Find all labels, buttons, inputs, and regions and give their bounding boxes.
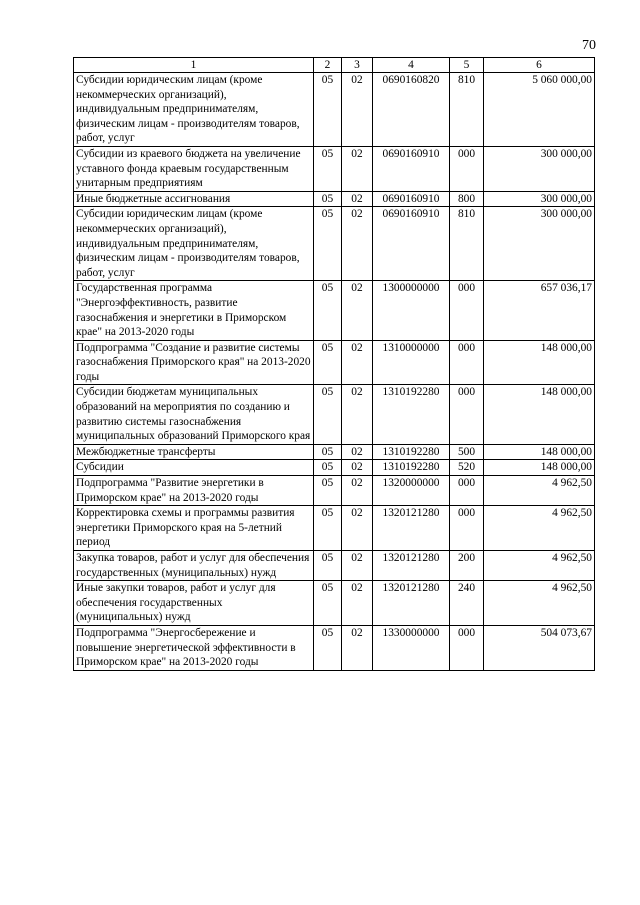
row-name: Иные закупки товаров, работ и услуг для обеспечения государственных (муниципальных) нужд xyxy=(74,581,314,626)
row-name: Закупка товаров, работ и услуг для обеспечения государственных (муниципальных) нужд xyxy=(74,551,314,581)
row-target-code: 1320000000 xyxy=(373,476,450,506)
column-header: 3 xyxy=(342,58,373,73)
row-subsection: 02 xyxy=(342,551,373,581)
row-amount: 4 962,50 xyxy=(484,551,595,581)
column-header: 1 xyxy=(74,58,314,73)
row-target-code: 1310192280 xyxy=(373,385,450,444)
row-amount: 4 962,50 xyxy=(484,506,595,551)
table-header-row xyxy=(74,58,595,73)
row-section: 05 xyxy=(314,506,342,551)
table-row xyxy=(74,551,595,581)
row-name: Подпрограмма "Энергосбережение и повышение энергетической эффективности в Приморском крае" на 2013-2020 годы xyxy=(74,625,314,670)
row-name: Субсидии юридическим лицам (кроме некоммерческих организаций), индивидуальным предпринимателям, физическим лицам - производителям товаров, работ, услуг xyxy=(74,73,314,147)
row-section: 05 xyxy=(314,460,342,476)
row-amount: 148 000,00 xyxy=(484,340,595,385)
row-amount: 300 000,00 xyxy=(484,207,595,281)
row-target-code: 1320121280 xyxy=(373,506,450,551)
row-target-code: 0690160820 xyxy=(373,73,450,147)
row-section: 05 xyxy=(314,625,342,670)
row-name: Иные бюджетные ассигнования xyxy=(74,191,314,207)
row-subsection: 02 xyxy=(342,73,373,147)
row-subsection: 02 xyxy=(342,581,373,626)
row-name: Подпрограмма "Создание и развитие системы газоснабжения Приморского края" на 2013-2020 годы xyxy=(74,340,314,385)
row-subsection: 02 xyxy=(342,340,373,385)
row-expense-type: 000 xyxy=(450,385,484,444)
row-target-code: 1310192280 xyxy=(373,444,450,460)
row-section: 05 xyxy=(314,281,342,340)
row-subsection: 02 xyxy=(342,207,373,281)
budget-table xyxy=(73,57,595,671)
row-expense-type: 200 xyxy=(450,551,484,581)
table-row xyxy=(74,581,595,626)
table-row xyxy=(74,444,595,460)
row-target-code: 0690160910 xyxy=(373,207,450,281)
row-section: 05 xyxy=(314,340,342,385)
row-expense-type: 000 xyxy=(450,340,484,385)
row-amount: 504 073,67 xyxy=(484,625,595,670)
table-row xyxy=(74,460,595,476)
row-expense-type: 240 xyxy=(450,581,484,626)
table-row xyxy=(74,207,595,281)
table-row xyxy=(74,146,595,191)
row-target-code: 1300000000 xyxy=(373,281,450,340)
row-section: 05 xyxy=(314,444,342,460)
table-row xyxy=(74,506,595,551)
row-amount: 300 000,00 xyxy=(484,191,595,207)
row-section: 05 xyxy=(314,385,342,444)
table-row xyxy=(74,191,595,207)
table-row xyxy=(74,281,595,340)
row-name: Субсидии юридическим лицам (кроме некоммерческих организаций), индивидуальным предпринимателям, физическим лицам - производителям товаров, работ, услуг xyxy=(74,207,314,281)
column-header: 6 xyxy=(484,58,595,73)
table-row xyxy=(74,476,595,506)
row-section: 05 xyxy=(314,476,342,506)
row-expense-type: 000 xyxy=(450,506,484,551)
row-amount: 148 000,00 xyxy=(484,444,595,460)
row-expense-type: 000 xyxy=(450,146,484,191)
row-target-code: 1310000000 xyxy=(373,340,450,385)
row-subsection: 02 xyxy=(342,506,373,551)
row-subsection: 02 xyxy=(342,385,373,444)
row-expense-type: 810 xyxy=(450,73,484,147)
table-row xyxy=(74,73,595,147)
row-amount: 5 060 000,00 xyxy=(484,73,595,147)
column-header: 4 xyxy=(373,58,450,73)
row-section: 05 xyxy=(314,73,342,147)
row-target-code: 1320121280 xyxy=(373,551,450,581)
column-header: 2 xyxy=(314,58,342,73)
row-name: Субсидии xyxy=(74,460,314,476)
row-amount: 657 036,17 xyxy=(484,281,595,340)
row-amount: 300 000,00 xyxy=(484,146,595,191)
table-body xyxy=(74,73,595,671)
row-subsection: 02 xyxy=(342,281,373,340)
row-name: Межбюджетные трансферты xyxy=(74,444,314,460)
row-expense-type: 000 xyxy=(450,625,484,670)
row-section: 05 xyxy=(314,191,342,207)
row-section: 05 xyxy=(314,551,342,581)
row-expense-type: 800 xyxy=(450,191,484,207)
row-subsection: 02 xyxy=(342,191,373,207)
table-row xyxy=(74,340,595,385)
row-subsection: 02 xyxy=(342,146,373,191)
row-name: Подпрограмма "Развитие энергетики в Приморском крае" на 2013-2020 годы xyxy=(74,476,314,506)
row-section: 05 xyxy=(314,146,342,191)
row-expense-type: 810 xyxy=(450,207,484,281)
row-subsection: 02 xyxy=(342,444,373,460)
row-target-code: 1330000000 xyxy=(373,625,450,670)
row-subsection: 02 xyxy=(342,460,373,476)
row-section: 05 xyxy=(314,207,342,281)
row-expense-type: 520 xyxy=(450,460,484,476)
row-amount: 4 962,50 xyxy=(484,476,595,506)
column-header: 5 xyxy=(450,58,484,73)
row-subsection: 02 xyxy=(342,476,373,506)
row-target-code: 0690160910 xyxy=(373,146,450,191)
page-number: 70 xyxy=(582,38,596,53)
row-expense-type: 000 xyxy=(450,281,484,340)
row-target-code: 1320121280 xyxy=(373,581,450,626)
row-name: Корректировка схемы и программы развития энергетики Приморского края на 5-летний период xyxy=(74,506,314,551)
row-subsection: 02 xyxy=(342,625,373,670)
row-expense-type: 500 xyxy=(450,444,484,460)
row-amount: 148 000,00 xyxy=(484,385,595,444)
table-row xyxy=(74,625,595,670)
row-target-code: 1310192280 xyxy=(373,460,450,476)
row-expense-type: 000 xyxy=(450,476,484,506)
row-target-code: 0690160910 xyxy=(373,191,450,207)
row-name: Субсидии бюджетам муниципальных образований на мероприятия по созданию и развитию системы газоснабжения муниципальных образований Приморского края xyxy=(74,385,314,444)
row-amount: 4 962,50 xyxy=(484,581,595,626)
table-row xyxy=(74,385,595,444)
row-name: Государственная программа "Энергоэффективность, развитие газоснабжения и энергетики в Приморском крае" на 2013-2020 годы xyxy=(74,281,314,340)
row-section: 05 xyxy=(314,581,342,626)
row-name: Субсидии из краевого бюджета на увеличение уставного фонда краевым государственным унитарным предприятиям xyxy=(74,146,314,191)
row-amount: 148 000,00 xyxy=(484,460,595,476)
